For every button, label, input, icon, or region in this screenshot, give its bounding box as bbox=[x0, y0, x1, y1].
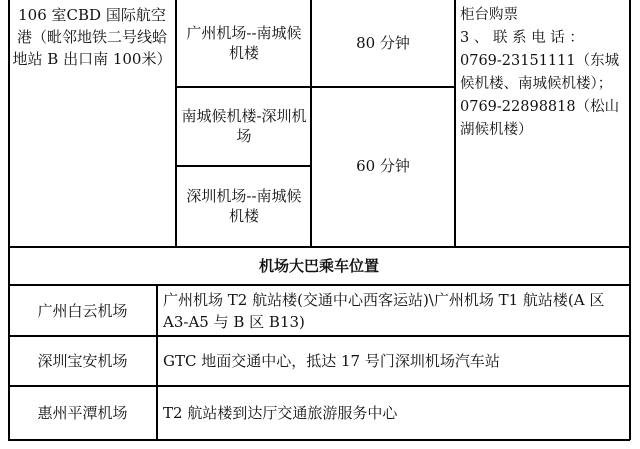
address-cell bbox=[12, 4, 172, 70]
airport-name: 深圳宝安机场 bbox=[37, 352, 128, 370]
bus-airport-cell-3 bbox=[10, 387, 155, 439]
bus-airport-cell-1 bbox=[10, 286, 155, 335]
airport-name: 惠州平潭机场 bbox=[37, 404, 128, 422]
location-text: 广州机场 T2 航站楼(交通中心西客运站)\广州机场 T1 航站楼(A 区 A3-A5 与 B 区 B13) bbox=[163, 290, 605, 331]
route-cell-2 bbox=[180, 88, 308, 164]
contact-line: 湖候机楼） bbox=[460, 122, 533, 138]
route-text: 南城候机楼-深圳机场 bbox=[181, 107, 307, 145]
bus-location-cell-1 bbox=[163, 286, 625, 335]
bus-airport-cell-2 bbox=[10, 337, 155, 385]
location-text: T2 航站楼到达厅交通旅游服务中心 bbox=[163, 404, 398, 422]
duration-cell-1 bbox=[312, 0, 454, 86]
duration-text: 80 分钟 bbox=[356, 34, 410, 52]
divider-bus-columns bbox=[156, 284, 158, 440]
route-cell-1 bbox=[180, 4, 308, 82]
bus-section-title bbox=[10, 248, 628, 284]
contact-cell bbox=[460, 4, 626, 142]
contact-line: 0769-23151111（东城 bbox=[460, 53, 620, 69]
table-border-right bbox=[629, 0, 631, 440]
contact-line: 0769-22898818（松山 bbox=[460, 99, 620, 115]
contact-line: 3 、 联 系 电 话 ： bbox=[460, 30, 584, 46]
location-text: GTC 地面交通中心，抵达 17 号门深圳机场汽车站 bbox=[163, 352, 500, 370]
divider-address bbox=[175, 0, 177, 246]
bus-location-cell-3 bbox=[163, 387, 625, 439]
bus-section-title-text: 机场大巴乘车位置 bbox=[258, 257, 379, 275]
duration-cell-2 bbox=[312, 87, 454, 245]
table-border-bottom bbox=[8, 439, 630, 441]
duration-text: 60 分钟 bbox=[356, 157, 410, 175]
route-cell-3 bbox=[180, 168, 308, 244]
contact-line: 柜台购票 bbox=[460, 7, 518, 23]
route-text: 深圳机场--南城候机楼 bbox=[186, 187, 302, 225]
bus-location-cell-2 bbox=[163, 337, 625, 385]
divider-duration bbox=[454, 0, 456, 246]
airport-name: 广州白云机场 bbox=[37, 301, 128, 320]
contact-line: 候机楼、南城候机楼）； bbox=[460, 76, 613, 92]
divider-row2 bbox=[175, 165, 311, 167]
route-text: 广州机场--南城候机楼 bbox=[186, 24, 302, 62]
address-text: 106 室CBD 国际航空港（毗邻地铁二号线蛤地站 B 出口南 100米） bbox=[12, 6, 172, 68]
